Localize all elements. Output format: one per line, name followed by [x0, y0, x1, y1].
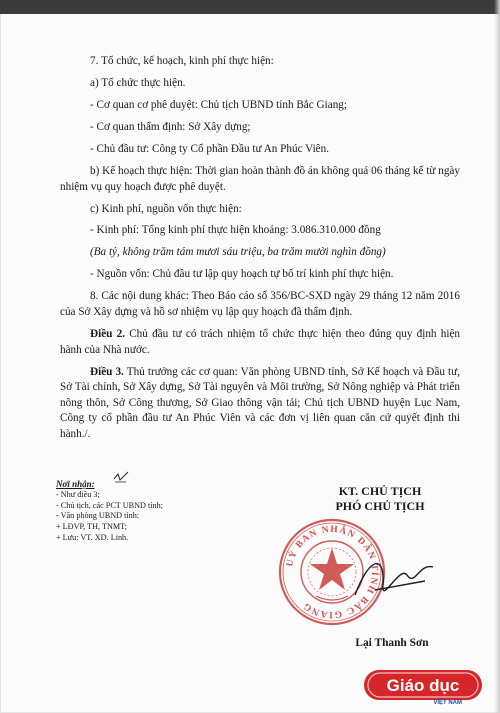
recipients-header: Nơi nhận: [56, 479, 95, 489]
recipient-item: - Văn phòng UBND tỉnh: [56, 511, 140, 521]
article-2 [60, 327, 460, 358]
giaoduc-logo-icon [362, 667, 484, 705]
recipients-block [56, 479, 266, 544]
signer-title-2: PHÓ CHỦ TỊCH [335, 499, 425, 513]
logo-sub-text: VIỆT NAM [433, 700, 462, 705]
signer-title-1: KT. CHỦ TỊCH [338, 484, 422, 498]
section-7c-item-2: - Nguồn vốn: Chủ đầu tư lập quy hoạch tự bố trí kinh phí thực hiện. [90, 268, 394, 281]
section-7a-item-1: - Cơ quan cơ phê duyệt: Chủ tịch UBND tỉnh Bắc Giang; [90, 98, 347, 111]
section-7c-item-1: - Kinh phí: Tổng kinh phí thực hiện khoảng: 3.086.310.000 đồng [90, 224, 381, 237]
section-8: 8. Các nội dung khác: Theo Báo cáo số 356/BC-SXD ngày 29 tháng 12 năm 2016 của Sở Xây dựng và hồ sơ nhiệm vụ lập quy hoạch đã thẩm định. [60, 290, 460, 319]
article-2-label: Điều 2. [90, 328, 125, 341]
section-7a: a) Tổ chức thực hiện. [90, 76, 186, 89]
recipient-item: + Lưu: VT. XD. Linh. [56, 532, 129, 542]
document-body [60, 54, 460, 449]
signature-block [300, 484, 460, 514]
article-3-label: Điều 3. [90, 365, 124, 378]
section-7a-item-3: - Chủ đầu tư: Công ty Cổ phần Đầu tư An Phúc Viên. [90, 142, 330, 155]
signer-name: Lại Thanh Sơn [355, 637, 429, 649]
section-7-title: 7. Tổ chức, kế hoạch, kinh phí thực hiện: [90, 55, 274, 67]
logo-brand-text: Giáo dục [386, 676, 460, 695]
section-7c-amount-words: (Ba tỷ, không trăm tám mươi sáu triệu, ba trăm mười nghìn đồng) [90, 246, 386, 259]
top-bar [0, 0, 500, 14]
section-7c: c) Kinh phí, nguồn vốn thực hiện: [90, 202, 242, 215]
article-3-text: Thủ trưởng các cơ quan: Văn phòng UBND tỉnh, Sở Kế hoạch và Đầu tư, Sở Tài chính, Sở Xây dựng, Sở Tài nguyên và Môi trường, Sở Nông nghiệp và Phát triển nông thôn, Sở Công thương, Sở Giao thông vận tải; Chủ tịch UBND huyện Lục Nam, Công ty cổ phần đầu tư An Phúc Viên và các đơn vị liên quan căn cứ quyết định thi hành./. [60, 365, 460, 440]
handwritten-tick-icon [112, 470, 130, 484]
svg-text:UỶ BAN NHÂN DÂN TỈNH BẮC GIANG: UỶ BAN NHÂN DÂN TỈNH BẮC GIANG [285, 524, 380, 620]
section-7a-item-2: - Cơ quan thẩm định: Sở Xây dựng; [90, 120, 251, 133]
article-2-text: Chủ đầu tư có trách nhiệm tổ chức thực hiện theo đúng quy định hiện hành của Nhà nước. [60, 328, 461, 356]
recipient-item: - Chủ tịch, các PCT UBND tỉnh; [56, 500, 163, 510]
recipient-item: - Như điều 3; [56, 489, 100, 499]
page-edge-shadow [494, 0, 500, 713]
recipient-item: + LĐVP, TH, TNMT; [56, 522, 127, 532]
article-3 [60, 365, 460, 443]
handwritten-signature-icon [345, 545, 445, 615]
section-7b: b) Kế hoạch thực hiện: Thời gian hoàn thành đồ án không quá 06 tháng kể từ ngày nhiệm vụ quy hoạch được phê duyệt. [60, 164, 460, 193]
